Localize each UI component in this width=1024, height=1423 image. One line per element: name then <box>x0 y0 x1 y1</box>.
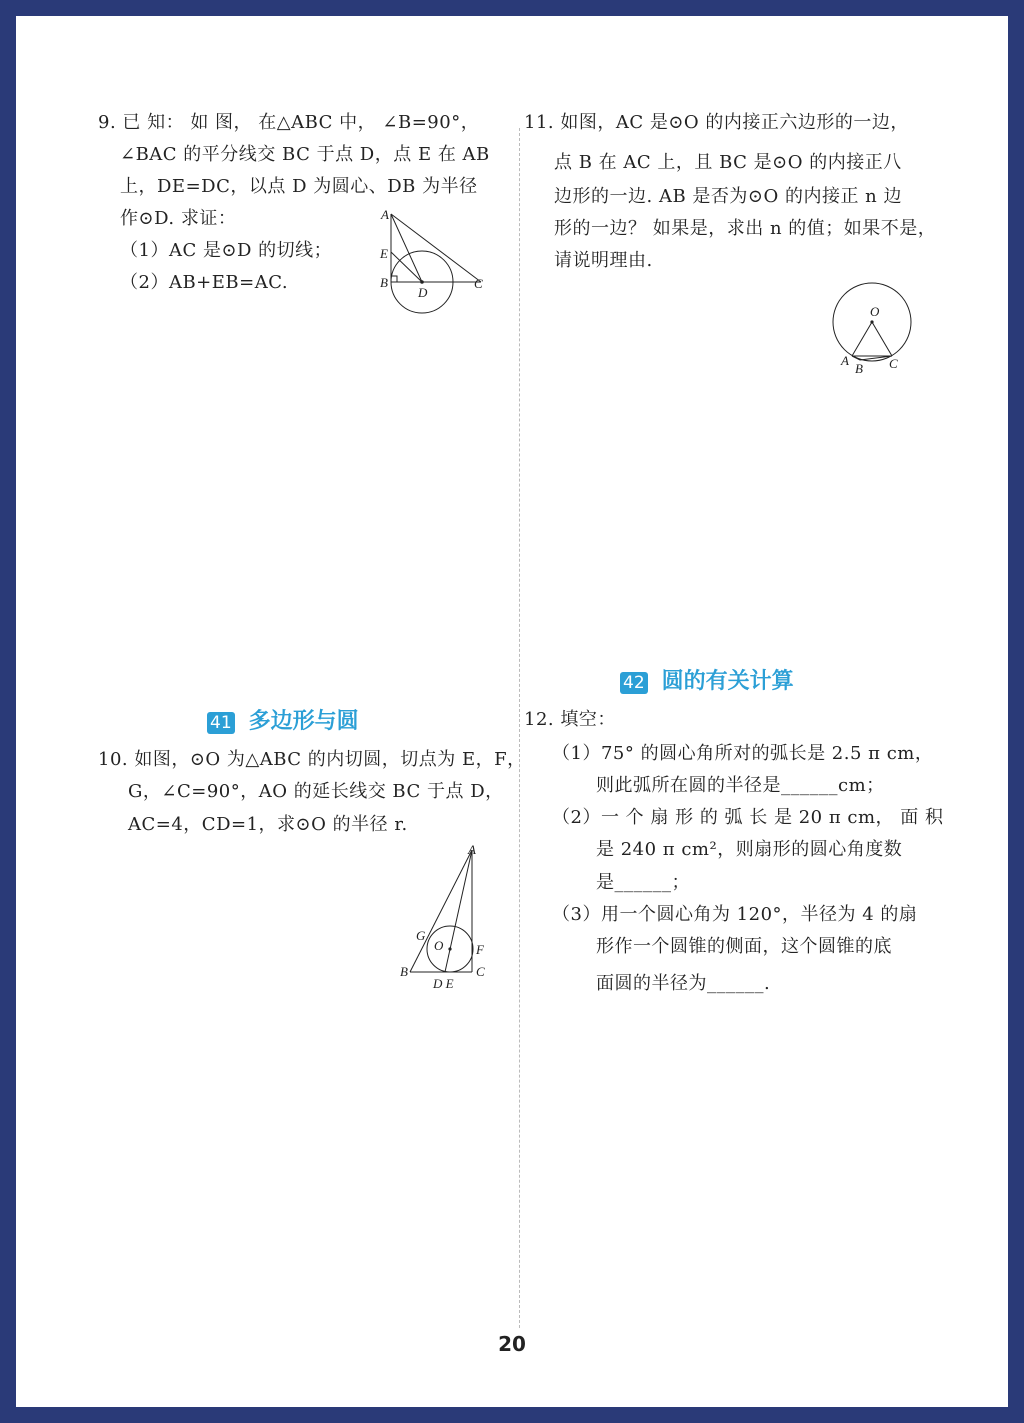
q9-line-1: 9. 已 知： 如 图， 在△ABC 中， ∠B=90°， <box>98 112 480 133</box>
q10-figure <box>396 842 496 992</box>
q10-label-f: F <box>476 942 484 957</box>
q10-line-2: G，∠C=90°，AO 的延长线交 BC 于点 D， <box>128 781 504 802</box>
q11-label-o: O <box>870 304 880 319</box>
q11-line-3: 边形的一边. AB 是否为⊙O 的内接正 n 边 <box>554 186 902 207</box>
q11-label-c: C <box>889 356 898 371</box>
q9-line-6: （2）AB+EB=AC. <box>120 272 289 293</box>
q10-label-a: A <box>468 842 476 857</box>
q9-line-3: 上，DE=DC，以点 D 为圆心、DB 为半径 <box>120 176 478 197</box>
q12-line-6: 是______； <box>596 872 690 893</box>
q10-label-o: O <box>434 938 444 953</box>
section-41-heading <box>207 704 359 735</box>
q11-line-1: 11. 如图，AC 是⊙O 的内接正六边形的一边， <box>524 112 909 133</box>
q12-line-8: 形作一个圆锥的侧面，这个圆锥的底 <box>596 936 892 957</box>
page-number: 20 <box>498 1332 526 1356</box>
q9-label-b: B <box>380 275 388 290</box>
q11-line-2: 点 B 在 AC 上，且 BC 是⊙O 的内接正八 <box>554 152 902 173</box>
q12-line-4: （2）一 个 扇 形 的 弧 长 是 20 π cm， 面 积 <box>552 807 944 828</box>
q10-label-c: C <box>476 964 485 979</box>
q9-line-2: ∠BAC 的平分线交 BC 于点 D，点 E 在 AB <box>120 144 490 165</box>
q12-line-7: （3）用一个圆心角为 120°，半径为 4 的扇 <box>552 904 918 925</box>
section-42-heading <box>620 664 794 695</box>
q9-label-e: E <box>380 246 388 261</box>
q10-line-1: 10. 如图，⊙O 为△ABC 的内切圆，切点为 E，F， <box>98 749 526 770</box>
q12-line-2: （1）75° 的圆心角所对的弧长是 2.5 π cm， <box>552 743 934 764</box>
column-divider <box>519 128 520 1328</box>
q11-label-a: A <box>841 353 849 368</box>
section-41-title: 多边形与圆 <box>248 709 359 734</box>
q12-line-3: 则此弧所在圆的半径是______cm； <box>596 775 885 796</box>
q10-line-3: AC=4，CD=1，求⊙O 的半径 r. <box>128 814 408 835</box>
q9-label-d: D <box>418 285 428 300</box>
q9-label-c: C <box>474 276 483 291</box>
section-42-title: 圆的有关计算 <box>661 669 794 694</box>
section-41-number: 41 <box>207 712 235 734</box>
q12-line-9: 面圆的半径为______. <box>596 973 771 994</box>
q10-label-de: D E <box>433 976 454 991</box>
q11-label-b: B <box>855 361 863 376</box>
page-sheet <box>16 16 1008 1407</box>
q9-line-5: （1）AC 是⊙D 的切线； <box>120 240 333 261</box>
q12-line-5: 是 240 π cm²，则扇形的圆心角度数 <box>596 839 903 860</box>
q10-label-b: B <box>400 964 408 979</box>
q9-label-a: A <box>381 207 389 222</box>
q12-line-1: 12. 填空： <box>524 709 616 730</box>
q10-label-g: G <box>416 928 426 943</box>
q9-line-4: 作⊙D. 求证： <box>120 208 237 229</box>
q9-figure <box>376 206 496 316</box>
q11-figure <box>828 282 918 377</box>
q11-line-4: 形的一边？ 如果是，求出 n 的值；如果不是， <box>554 218 937 239</box>
section-42-number: 42 <box>620 672 648 694</box>
q11-line-5: 请说明理由. <box>554 250 653 271</box>
